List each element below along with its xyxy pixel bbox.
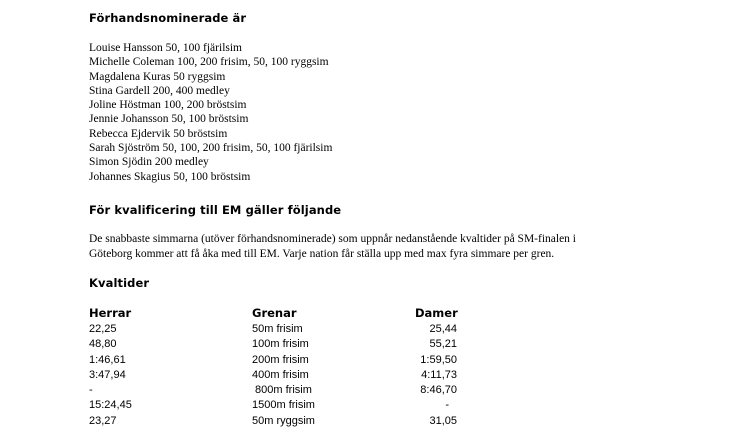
list-item: Simon Sjödin 200 medley (89, 156, 209, 169)
column-header-events: Grenar (252, 306, 297, 320)
column-header-men: Herrar (89, 306, 132, 320)
table-row (89, 353, 489, 368)
cell-event: 800m frisim (252, 384, 312, 397)
heading-times: Kvaltider (89, 276, 150, 290)
list-item: Johannes Skagius 50, 100 bröstsim (89, 170, 251, 183)
list-item: Louise Hansson 50, 100 fjärilsim (89, 42, 242, 54)
qualification-paragraph (89, 232, 649, 262)
cell-men: 15:24,45 (89, 399, 132, 412)
cell-women: 55,21 (429, 338, 457, 351)
cell-men: 1:46,61 (89, 353, 126, 366)
heading-qualification: För kvalificering till EM gäller följande (89, 203, 342, 217)
table-row (89, 337, 489, 352)
table-row (89, 414, 489, 429)
table-row (89, 383, 489, 398)
cell-men: - (89, 384, 93, 397)
document-page (89, 0, 729, 427)
list-item: Rebecca Ejdervik 50 bröstsim (89, 127, 228, 140)
list-item: Stina Gardell 200, 400 medley (89, 84, 230, 97)
cell-women: 8:46,70 (420, 384, 457, 397)
cell-women: 4:11,73 (421, 368, 457, 381)
list-item: Joline Höstman 100, 200 bröstsim (89, 99, 247, 112)
cell-event: 50m frisim (252, 323, 303, 335)
list-item: Jennie Johansson 50, 100 bröstsim (89, 113, 249, 126)
list-item: Sarah Sjöström 50, 100, 200 frisim, 50, 100 fjärilsim (89, 142, 333, 155)
cell-men: 23,27 (89, 414, 117, 427)
table-row (89, 398, 489, 413)
cell-women: 1:59,50 (420, 353, 457, 366)
list-item: Magdalena Kuras 50 ryggsim (89, 70, 226, 83)
cell-event: 1500m frisim (252, 399, 315, 412)
cell-men: 48,80 (89, 338, 117, 351)
table-row (89, 322, 489, 337)
nominated-list (89, 41, 332, 184)
cell-event: 100m frisim (252, 338, 309, 351)
cell-men: 3:47,94 (89, 368, 126, 381)
heading-nominated: Förhandsnominerade är (89, 11, 247, 25)
paragraph-line: Göteborg kommer att få åka med till EM. Varje nation får ställa upp med max fyra simmare per gren. (89, 248, 555, 260)
table-row (89, 368, 489, 383)
column-header-women: Damer (415, 306, 458, 320)
list-item: Michelle Coleman 100, 200 frisim, 50, 100 ryggsim (89, 56, 329, 69)
cell-event: 50m ryggsim (252, 414, 315, 427)
cell-women: 31,05 (429, 414, 457, 427)
cell-women: - (445, 399, 449, 412)
cell-women: 25,44 (429, 323, 457, 335)
qualifying-times-table (89, 322, 489, 429)
cell-men: 22,25 (89, 323, 117, 335)
cell-event: 400m frisim (252, 368, 309, 381)
paragraph-line: De snabbaste simmarna (utöver förhandsnominerade) som uppnår nedanstående kvaltider på SM-finalen i (89, 233, 576, 245)
cell-event: 200m frisim (252, 353, 309, 366)
